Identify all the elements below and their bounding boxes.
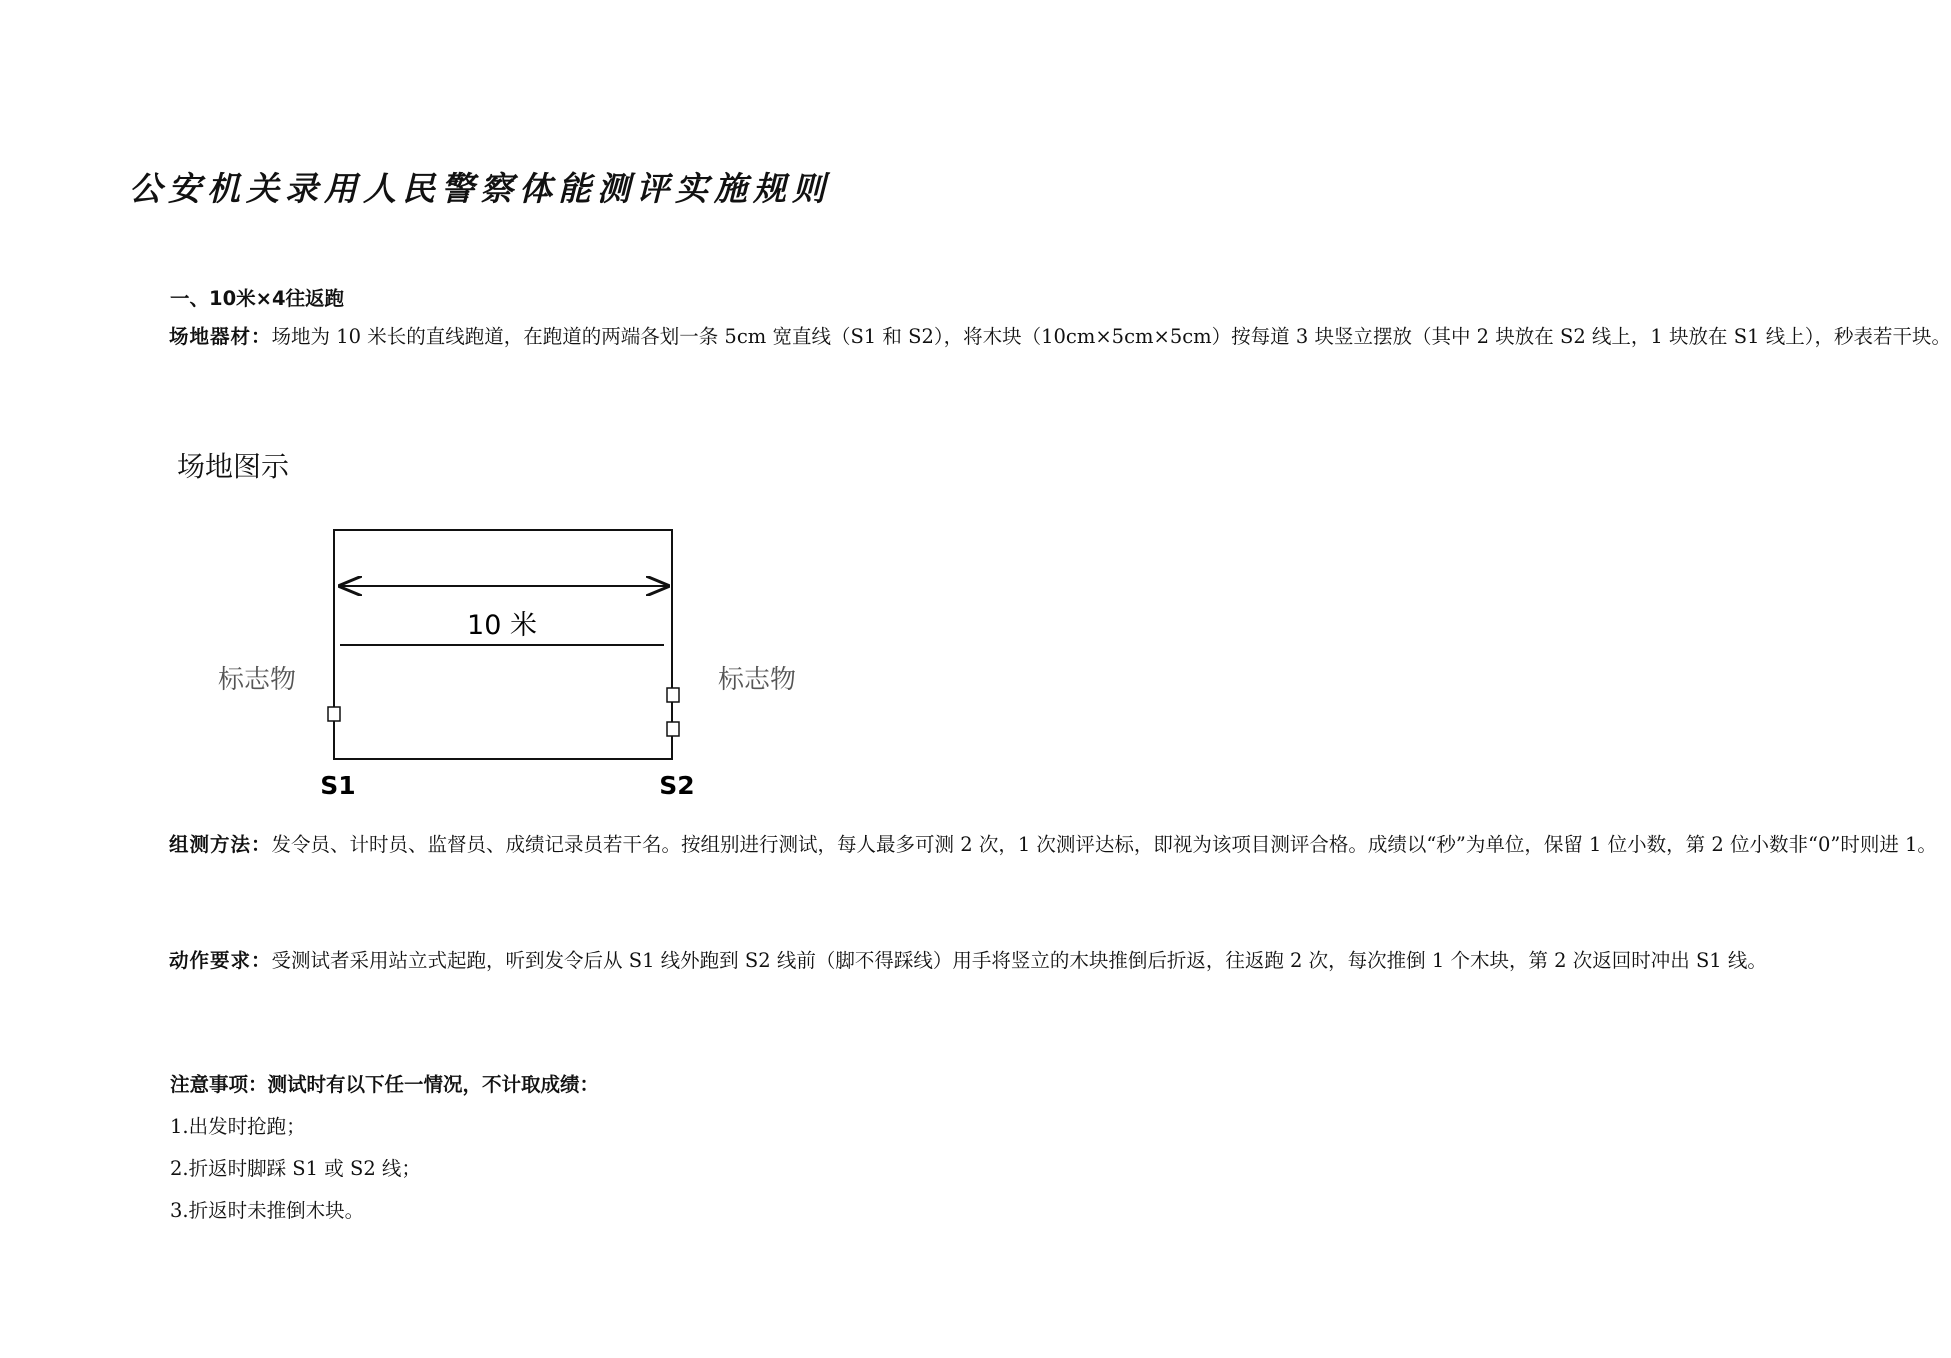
note-item: 1.出发时抢跑； bbox=[170, 1115, 306, 1138]
diagram-heading: 场地图示 bbox=[177, 450, 290, 483]
venue-diagram bbox=[0, 510, 960, 810]
group-method-lead: 组测方法： bbox=[169, 833, 272, 856]
action-lead: 动作要求： bbox=[169, 949, 272, 972]
group-method-paragraph bbox=[125, 825, 1937, 865]
left-marker-label: 标志物 bbox=[217, 665, 297, 695]
s2-block-upper bbox=[667, 688, 679, 702]
note-item: 2.折返时脚踩 S1 或 S2 线； bbox=[170, 1157, 421, 1180]
note-item: 3.折返时未推倒木块。 bbox=[170, 1199, 365, 1222]
distance-label: 10 米 bbox=[467, 610, 537, 641]
s2-block-lower bbox=[667, 722, 679, 736]
action-paragraph bbox=[125, 941, 1767, 981]
venue-paragraph bbox=[125, 317, 1951, 357]
group-method-text: 发令员、计时员、监督员、成绩记录员若干名。按组别进行测试，每人最多可测 2 次，1 次测评达标，即视为该项目测评合格。成绩以“秒”为单位，保留 1 位小数，第 2 位小数非“0”时则进 1。 bbox=[271, 833, 1937, 856]
s1-label: S1 bbox=[320, 771, 356, 800]
document-title: 公安机关录用人民警察体能测评实施规则 bbox=[129, 169, 831, 208]
notes-heading: 注意事项：测试时有以下任一情况，不计取成绩： bbox=[170, 1073, 600, 1096]
s1-block bbox=[328, 707, 340, 721]
section-heading-shuttle-run: 一、10米×4往返跑 bbox=[170, 287, 345, 310]
right-marker-label: 标志物 bbox=[717, 665, 797, 695]
venue-text: 场地为 10 米长的直线跑道，在跑道的两端各划一条 5cm 宽直线（S1 和 S2），将木块（10cm×5cm×5cm）按每道 3 块竖立摆放（其中 2 块放在 S2 线上，1 块放在 S1 线上），秒表若干块。 bbox=[271, 325, 1951, 348]
s2-label: S2 bbox=[659, 771, 695, 800]
action-text: 受测试者采用站立式起跑，听到发令后从 S1 线外跑到 S2 线前（脚不得踩线）用手将竖立的木块推倒后折返，往返跑 2 次，每次推倒 1 个木块，第 2 次返回时冲出 S1 线。 bbox=[271, 949, 1767, 972]
venue-lead: 场地器材： bbox=[169, 325, 272, 348]
